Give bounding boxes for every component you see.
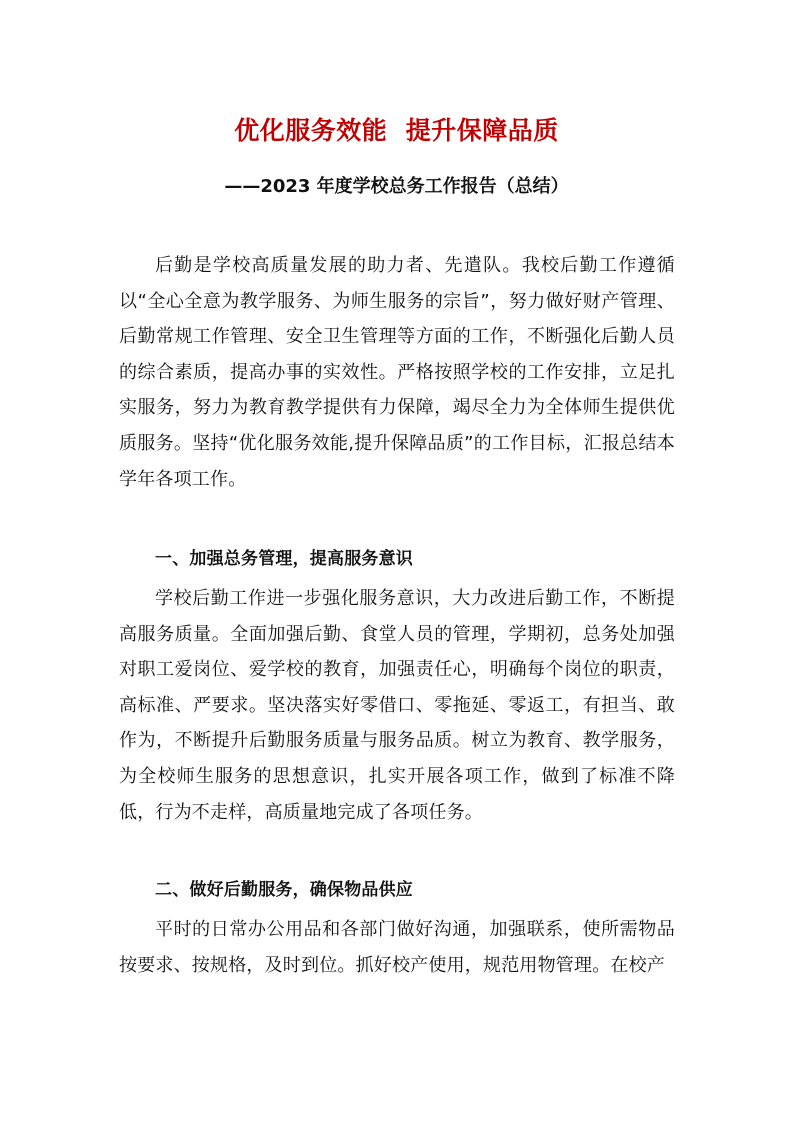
document-subtitle: ——2023 年度学校总务工作报告（总结）: [224, 176, 569, 197]
document-title: 优化服务效能 提升保障品质: [234, 116, 559, 145]
paragraph-section-1: 学校后勤工作进一步强化服务意识，大力改进后勤工作，不断提高服务质量。全面加强后勤、食堂人员的管理，学期初，总务处加强对职工爱岗位、爱学校的教育，加强责任心，明确每个岗位的职责，高标准、严要求。坚决落实好零借口、零拖延、零返工，有担当、敢作为，不断提升后勤服务质量与服务品质。树立为教育、教学服务，为全校师生服务的思想意识，扎实开展各项工作，做到了标准不降低，行为不走样，高质量地完成了各项任务。: [119, 588, 675, 823]
section-heading-2: 二、做好后勤服务，确保物品供应: [155, 880, 413, 900]
paragraph-intro: 后勤是学校高质量发展的助力者、先遣队。我校后勤工作遵循以“全心全意为教学服务、为师生服务的宗旨”，努力做好财产管理、后勤常规工作管理、安全卫生管理等方面的工作，不断强化后勤人员的综合素质，提高办事的实效性。严格按照学校的工作安排，立足扎实服务，努力为教育教学提供有力保障，竭尽全力为全体师生提供优质服务。坚持“优化服务效能,提升保障品质”的工作目标，汇报总结本学年各项工作。: [119, 255, 675, 490]
section-heading-1: 一、加强总务管理，提高服务意识: [155, 549, 413, 569]
paragraph-section-2: 平时的日常办公用品和各部门做好沟通，加强联系，使所需物品按要求、按规格，及时到位。抓好校产使用，规范用物管理。在校产: [119, 919, 675, 976]
